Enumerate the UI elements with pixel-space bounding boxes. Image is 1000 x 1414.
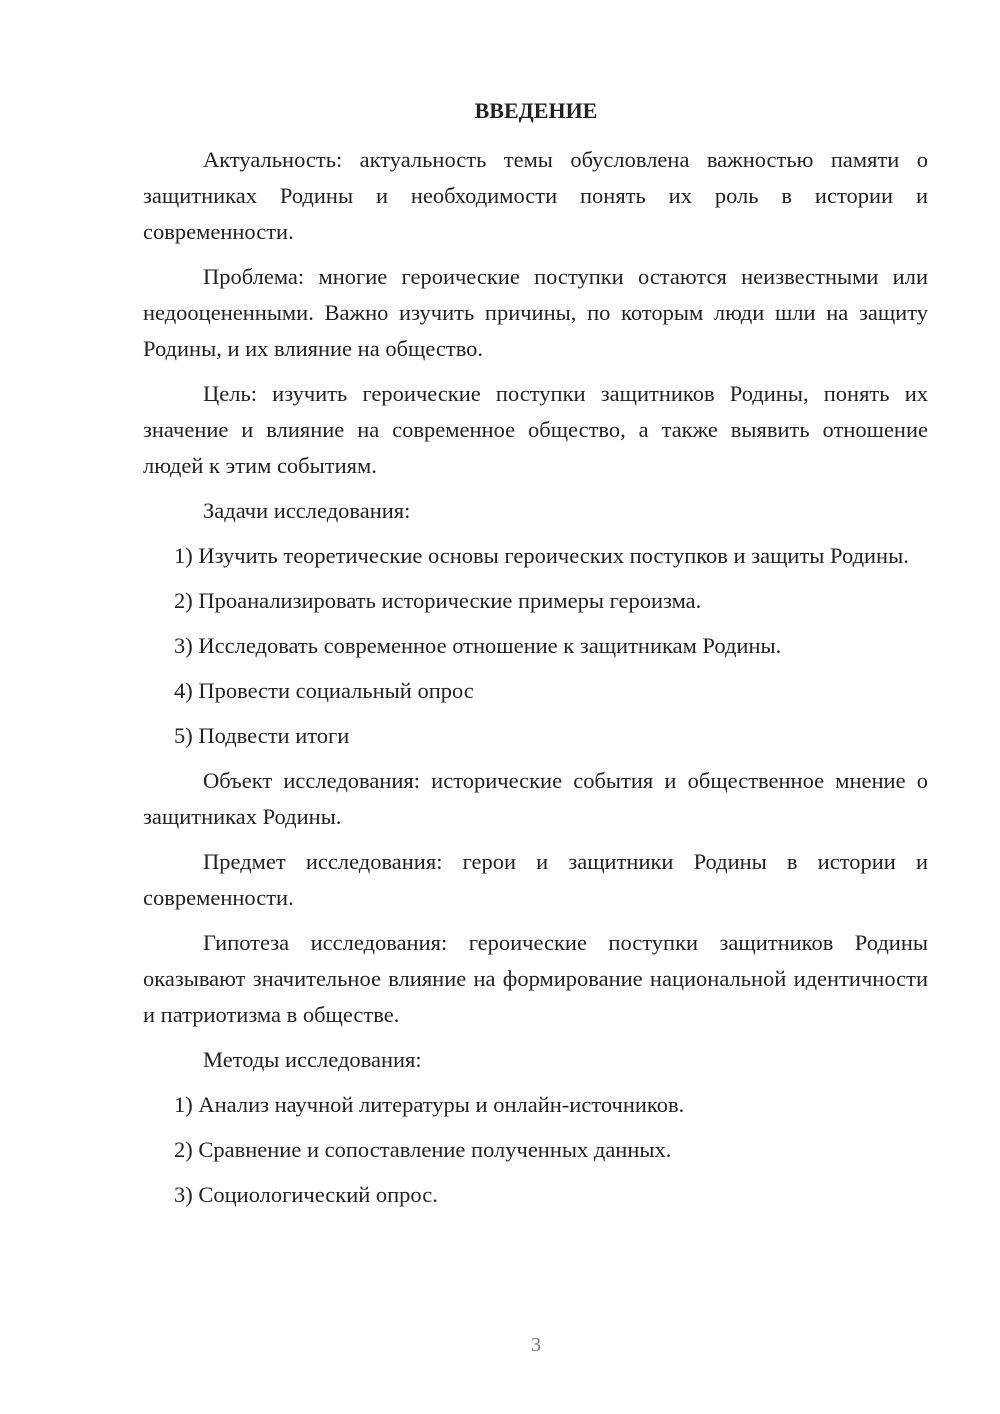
task-item: 4) Провести социальный опрос — [174, 678, 474, 703]
paragraph-problem: Проблема: многие героические поступки остаются неизвестными или недооцененными. Важно изучить причины, по которым люди шли на защиту Родины, и их влияние на общество. — [143, 264, 928, 361]
paragraph-hypothesis: Гипотеза исследования: героические поступки защитников Родины оказывают значительное влияние на формирование национальной идентичности и патриотизма в обществе. — [143, 930, 928, 1027]
paragraph-tasks-heading: Задачи исследования: — [203, 498, 411, 523]
paragraph-object: Объект исследования: исторические события и общественное мнение о защитниках Родины. — [143, 768, 928, 829]
section-title: ВВЕДЕНИЕ — [474, 98, 598, 123]
method-item: 1) Анализ научной литературы и онлайн-источников. — [174, 1092, 685, 1117]
task-item: 5) Подвести итоги — [174, 723, 350, 748]
paragraph-methods-heading: Методы исследования: — [203, 1047, 422, 1072]
task-item: 1) Изучить теоретические основы героических поступков и защиты Родины. — [174, 543, 909, 568]
method-item: 2) Сравнение и сопоставление полученных данных. — [174, 1137, 672, 1162]
paragraph-subject: Предмет исследования: герои и защитники Родины в истории и современности. — [143, 849, 928, 910]
paragraph-goal: Цель: изучить героические поступки защитников Родины, понять их значение и влияние на современное общество, а также выявить отношение людей к этим событиям. — [143, 381, 928, 478]
paragraph-relevance: Актуальность: актуальность темы обусловлена важностью памяти о защитниках Родины и необходимости понять их роль в истории и современности. — [143, 147, 928, 244]
task-item: 3) Исследовать современное отношение к защитникам Родины. — [174, 633, 782, 658]
document-body — [143, 142, 928, 1222]
task-item: 2) Проанализировать исторические примеры героизма. — [174, 588, 702, 613]
method-item: 3) Социологический опрос. — [174, 1182, 438, 1207]
page-number: 3 — [531, 1334, 541, 1356]
